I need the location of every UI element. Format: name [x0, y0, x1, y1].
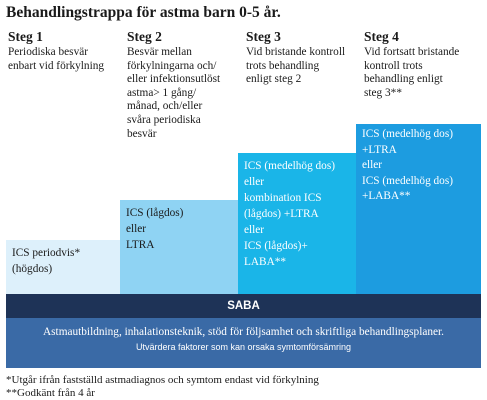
step-2-description: Besvär mellan förkylningarna och/ eller infektionsutlöst astma> 1 gång/ månad, och/eller svåra periodiska besvär	[127, 46, 221, 140]
saba-bar: SABA	[6, 294, 481, 318]
footnote-1: *Utgår ifrån fastställd astmadiagnos och symtom endast vid förkylning	[6, 374, 319, 386]
step-3-description: Vid bristande kontroll trots behandling enligt steg 2	[246, 46, 346, 86]
step-2-heading: Steg 2	[127, 29, 162, 44]
step-4-treatment: ICS (medelhög dos) +LTRA eller ICS (medelhög dos) +LABA**	[356, 124, 481, 294]
step-1-heading: Steg 1	[8, 29, 43, 44]
step-4-heading: Steg 4	[364, 29, 399, 44]
basis-text-primary: Astmautbildning, inhalationsteknik, stöd för följsamhet och skriftliga behandlingsplaner.	[43, 326, 444, 338]
page-title: Behandlingstrappa för astma barn 0-5 år.	[6, 4, 281, 21]
step-3-treatment: ICS (medelhög dos) eller kombination ICS (lågdos) +LTRA eller ICS (lågdos)+ LABA**	[238, 153, 356, 294]
basis-text-secondary: Utvärdera faktorer som kan orsaka symtomförsämring	[135, 342, 352, 352]
step-1-treatment: ICS periodvis* (högdos)	[6, 240, 120, 294]
footnote-2: **Godkänt från 4 år	[6, 387, 95, 399]
step-3-heading: Steg 3	[246, 29, 281, 44]
step-2-treatment: ICS (lågdos) eller LTRA	[120, 200, 238, 294]
basis-bar	[6, 318, 481, 368]
step-4-description: Vid fortsatt bristande kontroll trots behandling enligt steg 3**	[364, 46, 460, 99]
step-1-description: Periodiska besvär enbart vid förkylning	[8, 46, 105, 72]
